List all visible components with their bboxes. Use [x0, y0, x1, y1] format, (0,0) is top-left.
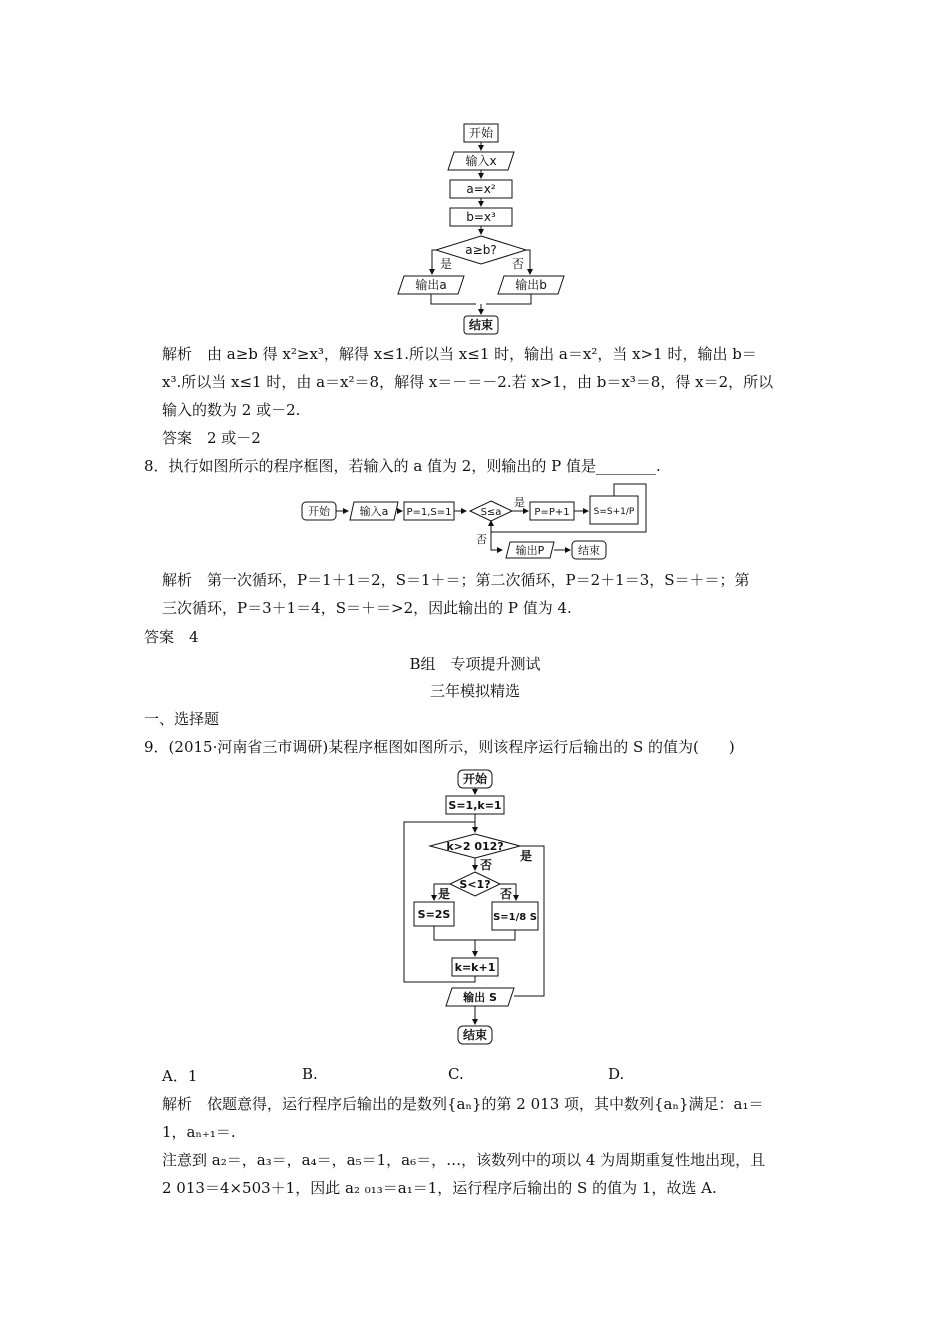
output-text-3: 输出 S [463, 991, 497, 1004]
section-part: 一、选择题 [144, 710, 220, 728]
no-label-3b: 否 [500, 887, 513, 901]
option-a: A．1 [162, 1067, 198, 1085]
section-subtitle: 三年模拟精选 [429, 682, 520, 700]
solution-8-line-2: 三次循环，P＝3＋1＝4，S＝＋＝>2，因此输出的 P 值为 4. [162, 599, 572, 617]
right-box-text: S=1/8 S [493, 912, 537, 923]
left-box-text: S=2S [417, 908, 451, 921]
solution-8-line-1: 解析 第一次循环，P＝1＋1＝2，S＝1＋＝；第二次循环，P＝2＋1＝3，S＝＋＝；第 [162, 571, 750, 589]
no-label: 否 [512, 257, 525, 271]
yes-label-3a: 是 [520, 849, 533, 863]
no-label-3a: 否 [480, 858, 493, 872]
solution-7-line-3: 输入的数为 2 或－2. [162, 401, 301, 419]
end-text-2: 结束 [578, 544, 600, 557]
solution-9-line-2: 1，aₙ₊₁＝. [162, 1123, 236, 1141]
start-text: 开始 [468, 126, 494, 140]
input-text: 输入x [465, 154, 497, 168]
question-8: 8．执行如图所示的程序框图，若输入的 a 值为 2，则输出的 P 值是________. [144, 457, 661, 475]
section-group-title: B组 专项提升测试 [409, 655, 541, 673]
solution-9-line-1: 解析 依题意得，运行程序后输出的是数列{aₙ}的第 2 013 项，其中数列{aₙ}满足：a₁＝ [162, 1095, 764, 1113]
option-b: B. [302, 1065, 318, 1083]
cond2-text: S<1? [459, 878, 491, 891]
init-text: P=1,S=1 [406, 507, 452, 518]
option-d: D. [608, 1065, 625, 1083]
step-text: P=P+1 [534, 507, 570, 518]
output-a-text: 输出a [415, 278, 447, 292]
inc-text: k=k+1 [454, 961, 496, 974]
flowchart-1 [380, 118, 570, 338]
start-text-2: 开始 [308, 505, 330, 518]
no-label-2: 否 [476, 533, 487, 546]
answer-7: 答案 2 或－2 [162, 429, 261, 447]
end-text-3: 结束 [462, 1028, 488, 1042]
assign-b-text: b=x³ [466, 210, 496, 224]
end-text: 结束 [468, 318, 494, 332]
yes-label-3b: 是 [438, 887, 451, 901]
condition-text: a≥b? [465, 243, 497, 257]
output-b-text: 输出b [515, 278, 547, 292]
question-9: 9．(2015·河南省三市调研)某程序框图如图所示，则该程序运行后输出的 S 的值为( ) [144, 738, 735, 756]
output-text-2: 输出P [515, 544, 545, 557]
yes-label-2: 是 [514, 496, 525, 509]
init-text-3: S=1,k=1 [448, 799, 502, 812]
yes-label: 是 [440, 257, 453, 271]
solution-7-line-2: x³.所以当 x≤1 时，由 a＝x²＝8，解得 x＝－＝－2.若 x>1，由 b＝x³＝8，得 x＝2，所以 [162, 373, 774, 391]
input-text-2: 输入a [359, 505, 389, 518]
flowchart-2 [298, 480, 660, 562]
option-c: C. [448, 1065, 464, 1083]
assign-a-text: a=x² [466, 182, 496, 196]
update-text: S=S+1/P [593, 507, 635, 517]
answer-8: 答案 4 [144, 628, 199, 646]
solution-9-line-3: 注意到 a₂＝，a₃＝，a₄＝，a₅＝1，a₆＝，…，该数列中的项以 4 为周期重复性地出现，且 [162, 1151, 766, 1169]
cond1-text: k>2 012? [446, 840, 504, 853]
start-text-3: 开始 [462, 772, 488, 786]
solution-7-line-1: 解析 由 a≥b 得 x²≥x³，解得 x≤1.所以当 x≤1 时，输出 a＝x²，当 x>1 时，输出 b＝ [162, 345, 757, 363]
condition-text-2: S≤a [480, 507, 502, 518]
flowchart-3 [396, 764, 552, 1052]
solution-9-line-4: 2 013＝4×503＋1，因此 a₂ ₀₁₃＝a₁＝1，运行程序后输出的 S 的值为 1，故选 A. [162, 1179, 717, 1197]
